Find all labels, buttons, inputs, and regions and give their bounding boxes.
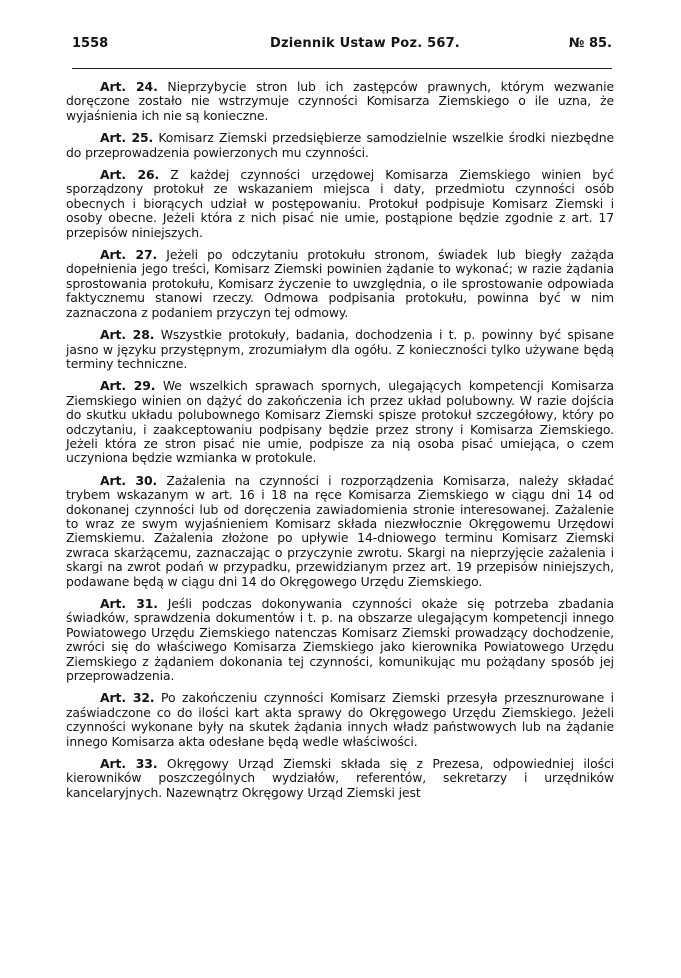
article-text: Zażalenia na czynności i rozporządzenia Komisarza, należy składać trybem wskazanym w art. 16 i 18 na ręce Komisarza Ziemskiego w ciągu dni 14 od dokonanej czynności lub od doręczenia zawiadomienia stronie interesowanej. Zażalenie to wraz ze swym wyjaśnieniem Komisarz składa niezwłocznie Okręgowemu Urzędowi Ziemskiemu. Zażalenia złożone po upływie 14-dniowego terminu Komisarz Ziemski zwraca skarżącemu, zaznaczając o przyczynie zwrotu. Skargi na nieprzyjęcie zażalenia i skargi na zwrot podań w przypadku, przewidzianym przez art. 19 przepisów niniejszych, podawane będą w ciągu dni 14 do Okręgowego Urzędu Ziemskiego. [66, 472, 615, 589]
article-31 [66, 597, 614, 683]
article-label: Art. 29. [100, 378, 156, 394]
article-32 [66, 691, 614, 749]
article-text: We wszelkich sprawach spornych, ulegających kompetencji Komisarza Ziemskiego winien on dążyć do zakończenia ich przez układ polubowny. W razie dojścia do skutku układu polubownego Komisarz Ziemski spisze protokuł szczegółowy, który po odczytaniu, i zaakceptowaniu podpisany będzie przez strony i Komisarza Ziemskiego. Jeżeli która ze stron pisać nie umie, podpisze za nią osoba pisać umiejąca, o czem uczyniona będzie wzmianka w protokule. [66, 378, 615, 466]
article-label: Art. 33. [100, 756, 158, 772]
article-label: Art. 27. [100, 247, 158, 263]
article-label: Art. 26. [100, 167, 160, 183]
header-rule [72, 68, 612, 69]
article-text: Wszystkie protokuły, badania, dochodzenia i t. p. powinny być spisane jasno w języku przystępnym, zrozumiałym dla ogółu. Z konieczności tylko używane będą terminy techniczne. [66, 327, 614, 371]
article-25 [66, 131, 614, 160]
article-28 [66, 328, 614, 371]
article-text: Nieprzybycie stron lub ich zastępców prawnych, którym wezwanie doręczone zostało nie wstrzymuje czynności Komisarza Ziemskiego o ile uzna, że wyjaśnienia ich nie są konieczne. [66, 79, 614, 123]
article-text: Z każdej czynności urzędowej Komisarza Ziemskiego winien być sporządzony protokuł ze wskazaniem miejsca i daty, przedmiotu czynności osób obecnych i biorących udział w postępowaniu. Protokuł podpisuje Komisarz Ziemski i osoby obecne. Jeżeli która z nich pisać nie umie, postąpione będzie zgodnie z art. 17 przepisów niniejszych. [66, 167, 614, 240]
journal-title: Dziennik Ustaw Poz. 567. [270, 36, 460, 51]
article-list [66, 80, 614, 808]
article-26 [66, 168, 614, 240]
article-label: Art. 30. [100, 472, 158, 488]
article-label: Art. 28. [100, 327, 155, 343]
article-text: Komisarz Ziemski przedsiębierze samodzielnie wszelkie środki niezbędne do przeprowadzenia powierzonych mu czynności. [66, 130, 614, 160]
article-text: Po zakończeniu czynności Komisarz Ziemski przesyła przesznurowane i zaświadczone co do ilości kart akta sprawy do Okręgowego Urzędu Ziemskiego. Jeżeli czynności wykonane były na skutek żądania innych władz państwowych lub na żądanie innego Komisarza akta odesłane będą wedle właściwości. [66, 690, 615, 749]
article-text: Okręgowy Urząd Ziemski składa się z Prezesa, odpowiedniej ilości kierowników poszczególnych wydziałów, referentów, sekretarzy i urzędników kancelaryjnych. Nazewnątrz Okręgowy Urząd Ziemski jest [66, 756, 615, 800]
article-label: Art. 31. [100, 596, 158, 611]
page-header [72, 36, 612, 58]
page-number: 1558 [72, 36, 109, 51]
article-label: Art. 32. [100, 690, 155, 706]
article-text: Jeśli podczas dokonywania czynności okaże się potrzeba zbadania świadków, sprawdzenia dokumentów i t. p. na obszarze ulegającym kompetencji innego Powiatowego Urzędu Ziemskiego natenczas Komisarz Ziemski prowadzący dochodzenie, zwróci się do właściwego Komisarza Ziemskiego jako kierownika Powiatowego Urzędu Ziemskiego z żądaniem dokonania tej czynności, komunikując mu pożądany sposób jej przeprowadzenia. [66, 596, 615, 684]
article-27 [66, 248, 614, 320]
issue-number: № 85. [568, 36, 612, 51]
article-text: Jeżeli po odczytaniu protokułu stronom, świadek lub biegły zażąda dopełnienia jego treści, Komisarz Ziemski powinien żądanie to wykonać; w razie żądania sprostowania protokułu, Komisarz życzenie to uwzględnia, o ile sprostowanie odpowiada faktycznemu stanowi rzeczy. Odmowa podpisania protokułu, powinna być w nim zaznaczona z podaniem przyczyn tej odmowy. [66, 247, 614, 320]
article-label: Art. 25. [100, 130, 154, 146]
article-label: Art. 24. [100, 79, 158, 94]
article-30 [66, 474, 614, 589]
article-24 [66, 80, 614, 123]
article-29 [66, 379, 614, 465]
article-33 [66, 757, 614, 800]
